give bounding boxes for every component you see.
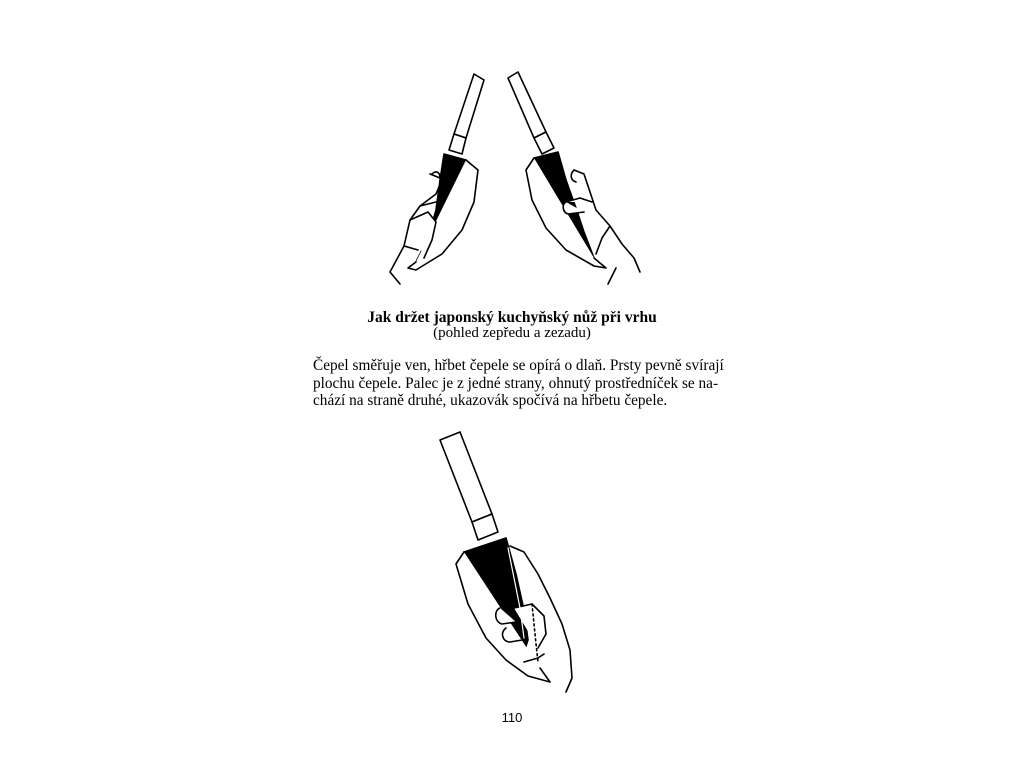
caption-title: Jak držet japonský kuchyňský nůž při vrhu — [367, 309, 657, 326]
left-knife-handle — [454, 74, 484, 138]
page-number: 110 — [501, 710, 523, 725]
body-line: Čepel směřuje ven, hřbet čepele se opírá o dlaň. Prsty pevně svírají — [313, 357, 724, 374]
knife-grip-front-and-back-icon — [370, 62, 660, 294]
body-line: plochu čepele. Palec je z jedné strany, ohnutý prostředníček se na- — [313, 374, 719, 392]
right-knife-figure — [508, 72, 640, 284]
knife-grip-side-icon — [420, 428, 620, 706]
caption-subtitle: (pohled zepředu a zezadu) — [433, 325, 591, 341]
body-paragraph — [313, 357, 724, 410]
left-knife-ferrule — [449, 134, 466, 154]
left-knife-figure — [390, 74, 484, 284]
body-line: chází na straně druhé, ukazovák spočívá na hřbetu čepele. — [313, 392, 668, 410]
knife-handle — [440, 432, 492, 522]
right-knife-handle — [508, 72, 546, 138]
